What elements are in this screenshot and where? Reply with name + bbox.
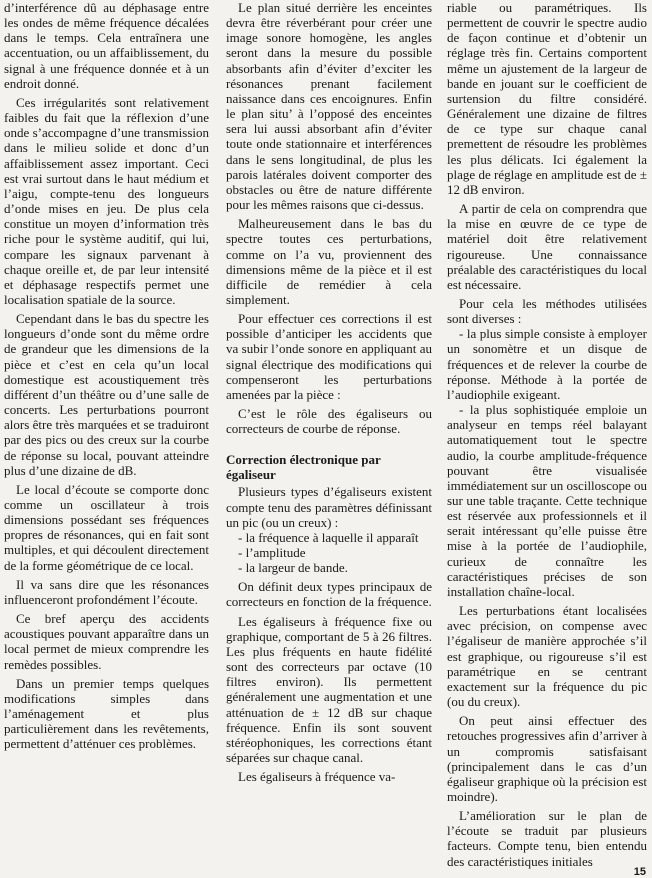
paragraph: A partir de cela on comprendra que la mise en œuvre de ce type de matériel doit être relativement rigoureuse. Une connaissance préalable des caractéristiques du local est nécessaire. <box>447 201 647 292</box>
section-heading: Correction électronique par égaliseur <box>226 452 381 483</box>
list-item: - la fréquence à laquelle il apparaît <box>238 529 419 545</box>
paragraph: Pour effectuer ces corrections il est possible d’anticiper les accidents que va subir l’onde sonore en appliquant au signal électrique des modifications qui compenseront les perturbations amenées par la pièce : <box>226 311 432 402</box>
paragraph: Les perturbations étant localisées avec précision, on compense avec l’égaliseur de manière approchée s’il est graphique, ou rigoureuse s’il est paramétrique en se centrant exactement sur la fréquence du pic (ou du creux). <box>447 603 647 710</box>
paragraph: riable ou paramétriques. Ils permettent de couvrir le spectre audio de façon continue et d’obtenir un réglage très fin. Certains comportent même un ajustement de la largeur de bande en jouant sur le coefficient de surtension du filtre considéré. Généralement une dizaine de filtres de ce type sur chaque canal premettent de résoudre les problèmes les plus délicats. Ici également la plage de réglage en amplitude est de ± 12 dB environ. <box>447 0 647 197</box>
paragraph: Il va sans dire que les résonances influenceront profondément l’écoute. <box>4 576 209 607</box>
paragraph: d’interférence dû au déphasage entre les ondes de même fréquence décalées dans le temps. Cela entraînera une accentuation, ou un affaiblissement, du signal à une fréquence donnée et à un endroit donné. <box>4 0 209 91</box>
paragraph: Dans un premier temps quelques modifications simples dans l’aménagement et plus particulièrement dans les revêtements, permettent d’atténuer ces problèmes. <box>4 675 209 752</box>
paragraph: C’est le rôle des égaliseurs ou correcteurs de courbe de réponse. <box>226 406 432 437</box>
text-column-3 <box>447 0 647 869</box>
paragraph: Malheureusement dans le bas du spectre toutes ces perturbations, comme on l’a vu, proviennent des dimensions même de la pièce et il est difficile de remédier à cela simplement. <box>226 216 432 307</box>
paragraph: L’amélioration sur le plan de l’écoute se traduit par plusieurs facteurs. Compte tenu, bien entendu des caractéristiques initiales <box>447 808 647 869</box>
paragraph: Les égaliseurs à fréquence fixe ou graphique, comportant de 5 à 26 filtres. Les plus fréquents en haute fidélité sont des correcteurs par octave (10 filtres environ). Ils permettent généralement une augmentation et une atténuation de ± 12 dB sur chaque fréquence. Enfin ils sont souvent stéréophoniques, les corrections étant séparées sur chaque canal. <box>226 613 432 766</box>
paragraph: Les égaliseurs à fréquence va- <box>238 769 396 785</box>
paragraph: Le local d’écoute se comporte donc comme un oscillateur à trois dimensions possédant ses fréquences propres de résonances, qui en fait sont multiples, et qui découlent directement de la forme géométrique de ce local. <box>4 481 209 573</box>
paragraph: On peut ainsi effectuer des retouches progressives afin d’arriver à un compromis satisfaisant (principalement dans le cas d’un égaliseur graphique où la précision est moindre). <box>447 713 647 804</box>
page-number: 15 <box>633 866 646 878</box>
list-item: - la largeur de bande. <box>238 560 348 576</box>
paragraph: Ce bref aperçu des accidents acoustiques pouvant apparaître dans un local permet de mieux comprendre les remèdes possibles. <box>4 611 209 672</box>
paragraph: Ces irrégularités sont relativement faibles du fait que la réflexion d’une onde s’accompagne d’une transmission dans le milieu solide et donc d’un affaiblissement assez important. Ceci est vrai surtout dans le haut médium et l’aigu, compte-tenu des longueurs d’onde mises en jeu. De plus cela constitue un moyen d’information très riche pour le système auditif, qui lui, compare les signaux parvenant à chaque oreille et, de par leur intensité et déphasage respectifs permet une localisation spatiale de la source. <box>4 94 209 307</box>
paragraph: On définit deux types principaux de correcteurs en fonction de la fréquence. <box>226 579 432 610</box>
paragraph: Plusieurs types d’égaliseurs existent compte tenu des paramètres définissant un pic (ou un creux) : <box>226 484 432 530</box>
list-item: - l’amplitude <box>238 545 306 560</box>
paragraph: Le plan situé derrière les enceintes devra être réverbérant pour créer une image sonore homogène, les angles seront dans la mesure du possible absorbants afin d’éviter d’exciter les résonances prenant facilement naissance dans ces encoignures. Enfin le plan situ’ à l’opposé des enceintes sera lui aussi absorbant afin d’éviter toute onde stationnaire et interférences dans le sens longitudinal, de plus les parois latérales doivent comporter des obstacles ou être de nature différente pour les mêmes raisons que ci-dessus. <box>226 0 432 213</box>
list-item: - la plus sophistiquée emploie un analyseur en temps réel balayant automatiquement tout le spectre audio, la courbe amplitude-fréquence pouvant être visualisée immédiatement sur un oscilloscope ou sur une table traçante. Cette technique est réservée aux professionnels et il serait intéressant qu’elle puisse être mise à la portée de l’audiophile, curieux de connaître les caractéristiques précises de son installation chaîne-local. <box>447 402 648 599</box>
list-item: - la plus simple consiste à employer un sonomètre et un disque de fréquences et de relever la courbe de réponse. Méthode à la portée de l’audiophile exigeant. <box>447 326 647 402</box>
text-column-2 <box>226 0 432 784</box>
paragraph: Pour cela les méthodes utilisées sont diverses : <box>447 295 647 327</box>
paragraph: Cependant dans le bas du spectre les longueurs d’onde sont du même ordre de grandeur que les dimensions de la pièce et c’est en cela qu’un local domestique est acoustiquement très différent d’un théâtre ou d’une salle de concerts. Les perturbations pourront alors être très marquées et se traduiront par des pics ou des creux sur la courbe de réponse su local, pouvant atteindre plus d’une dizaine de dB. <box>4 311 209 478</box>
text-column-1 <box>4 0 209 752</box>
